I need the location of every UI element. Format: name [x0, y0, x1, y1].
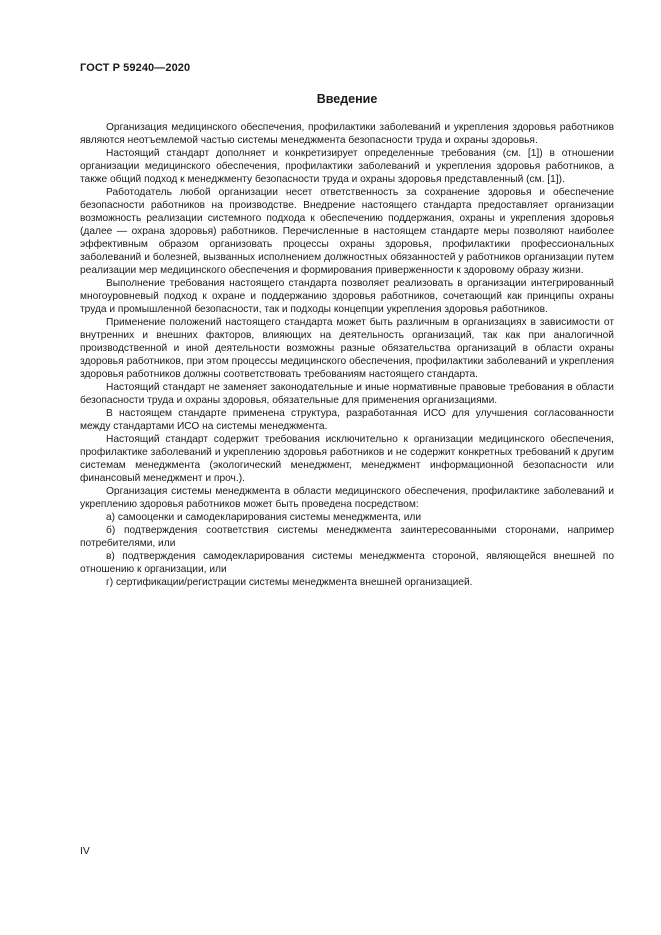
paragraph: Настоящий стандарт не заменяет законодательные и иные нормативные правовые требования в области безопасности труда и охраны здоровья, обязательные для применения организациями. [80, 382, 614, 406]
paragraph: Работодатель любой организации несет ответственность за сохранение здоровья и обеспечение безопасности работников на производстве. Внедрение настоящего стандарта предоставляет организации возможность реализации системного подхода к обеспечению поддержания, охраны и укрепления здоровья (далее — охрана здоровья) работников. Перечисленные в настоящем стандарте меры позволяют наиболее эффективным образом организовать процессы охраны здоровья, профилактики профессиональных заболеваний и болезней, вызванных исполнением должностных обязанностей у работников организации путем реализации мер медицинского обеспечения и формирования приверженности к здоровому образу жизни. [80, 187, 614, 276]
section-title: Введение [316, 92, 378, 106]
paragraph: Применение положений настоящего стандарта может быть различным в организациях в зависимости от внутренних и внешних факторов, влияющих на деятельность организаций, так как при аналогичной производственной и иной деятельности возможны разные обязательства организаций в области охраны здоровья работников, при этом процессы медицинского обеспечения, профилактики заболеваний и укрепления здоровья работников должны соответствовать требованиям настоящего стандарта. [80, 317, 614, 380]
list-item: г) сертификации/регистрации системы менеджмента внешней организацией. [106, 577, 473, 588]
list-item: в) подтверждения самодекларирования системы менеджмента стороной, являющейся внешней по отношению к организации, или [80, 551, 614, 575]
page-number: IV [80, 845, 90, 857]
paragraph: Настоящий стандарт содержит требования исключительно к организации медицинского обеспечения, профилактике заболеваний и укреплению здоровья работников и не содержит конкретных требований к другим системам менеджмента (экологический менеджмент, менеджмент информационной безопасности или финансовый менеджмент и проч.). [80, 434, 614, 484]
paragraph: Настоящий стандарт дополняет и конкретизирует определенные требования (см. [1]) в отношении организации медицинского обеспечения, профилактики заболеваний и укрепления здоровья работников, а также общий подход к менеджменту безопасности труда и охраны здоровья представленный (см. [1]). [80, 148, 614, 185]
list-item: а) самооценки и самодекларирования системы менеджмента, или [106, 512, 422, 523]
paragraph: Выполнение требования настоящего стандарта позволяет реализовать в организации интегрированный многоуровневый подход к охране и поддержанию здоровья работников, сочетающий как принципы охраны труда и промышленной безопасности, так и подходы концепции укрепления здоровья работников. [80, 278, 614, 315]
paragraph: В настоящем стандарте применена структура, разработанная ИСО для улучшения согласованности между стандартами ИСО на системы менеджмента. [80, 408, 614, 432]
paragraph: Организация системы менеджмента в области медицинского обеспечения, профилактике заболеваний и укреплению здоровья работников может быть проведена посредством: [80, 486, 614, 510]
standard-code-header: ГОСТ Р 59240—2020 [80, 62, 191, 74]
body-text [80, 121, 614, 589]
list-item: б) подтверждения соответствия системы менеджмента заинтересованными сторонами, например потребителями, или [80, 525, 614, 549]
paragraph: Организация медицинского обеспечения, профилактики заболеваний и укрепления здоровья работников являются неотъемлемой частью системы менеджмента безопасности труда и охраны здоровья. [80, 122, 614, 146]
